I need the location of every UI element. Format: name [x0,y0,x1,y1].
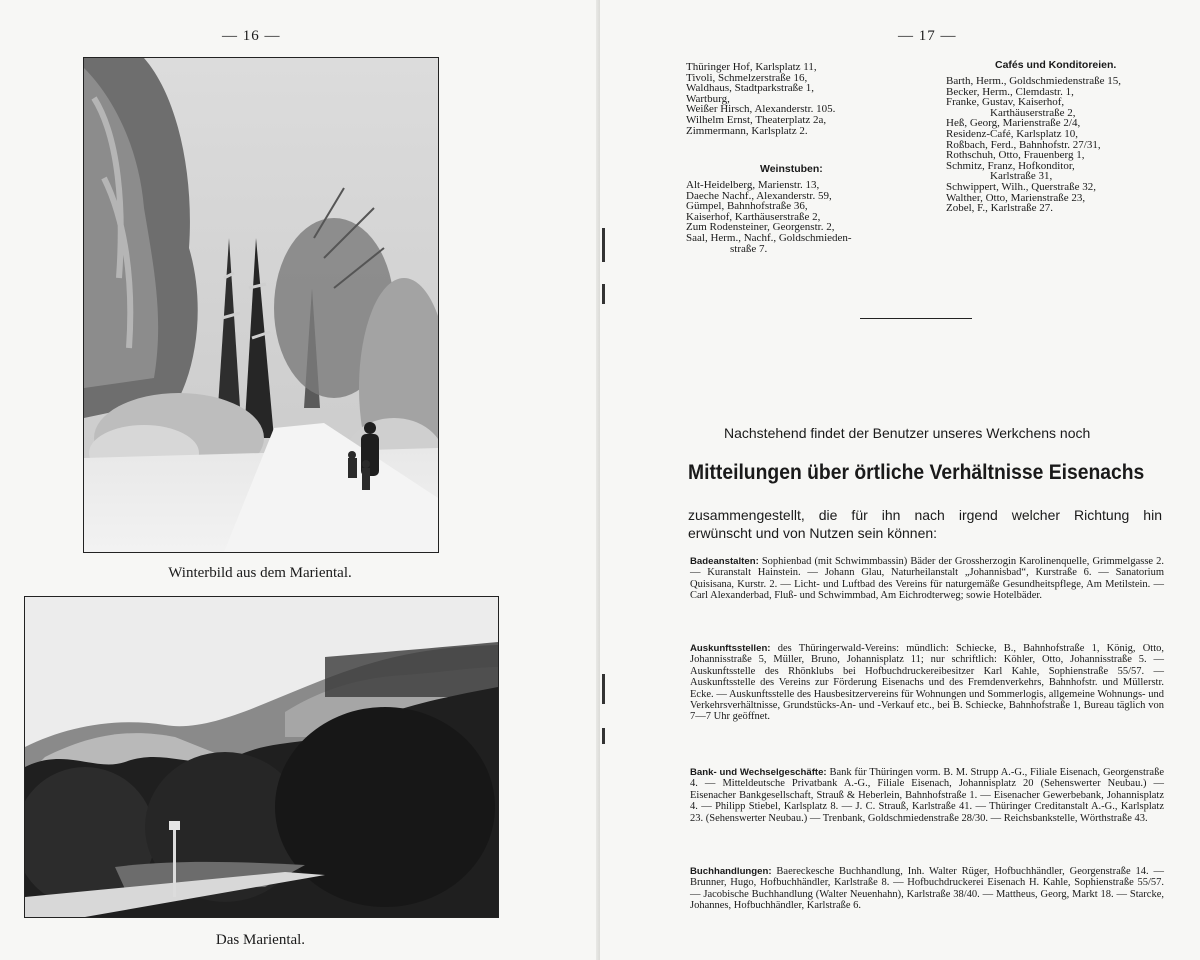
section-title: Mitteilungen über örtliche Verhältnisse Eisenachs [688,461,1145,484]
list-item: Gümpel, Bahnhofstraße 36, [686,200,808,213]
page-number-left: — 16 — [222,28,281,44]
cafe-heading: Cafés und Konditoreien. [995,59,1117,71]
mariental-photo [24,596,499,918]
list-item: Zobel, F., Karlstraße 27. [946,202,1053,215]
section-bank [690,767,1164,824]
section-divider [860,318,972,319]
continuation-line-2: erwünscht und von Nutzen sein können: [688,525,938,541]
list-item: Residenz-Café, Karlsplatz 10, [946,127,1078,140]
list-item: Alt-Heidelberg, Marienstr. 13, [686,179,820,191]
list-item: Schmitz, Franz, Hofkonditor, [946,159,1075,172]
list-item: Daeche Nachf., Alexanderstr. 59, [686,189,832,202]
section-text: Bank für Thüringen vorm. B. M. Strupp A.-G., Filiale Eisenach, Georgenstraße 4. — Mitteldeutsche Privatbank A.-G., Filiale Eisenach, Johannisplatz 20 (Sehenswerter Neubau.) — Eisenacher Bankgesellschaft, Strauß & Heberlein, Bahnhofstraße 1. — Eisenacher Gewerbebank, Johannisplatz 4. — Philipp Stiebel, Karlsplatz 8. — J. C. Strauß, Karlstraße 41. — Thüringer Creditanstalt A.-G., Karlsplatz 23. (Sehenswerter Neubau.) — Trenbank, Goldschmiedenstraße 28/30. — Reichsbankstelle, Wörthstraße 43. [690,767,1165,824]
list-item: Zum Rodensteiner, Georgenstr. 2, [686,221,835,234]
wine-heading: Weinstuben: [760,163,823,175]
right-page [600,0,1200,960]
list-item: Schwippert, Wilh., Querstraße 32, [946,180,1096,193]
intro-line: Nachstehend findet der Benutzer unseres Werkchens noch [724,425,1091,441]
caption-winter: Winterbild aus dem Mariental. [168,565,352,581]
list-item: Kaiserhof, Karthäuserstraße 2, [686,210,821,223]
hotel-list [686,62,936,136]
section-heading: Bank- und Wechselgeschäfte: [690,767,827,778]
margin-mark [602,674,605,704]
list-item: Rothschuh, Otto, Frauenberg 1, [946,149,1085,162]
mariental-scene-image [25,597,498,917]
margin-mark [602,228,605,262]
continuation-line-1: zusammengestellt, die für ihn nach irgend welcher Richtung hin [688,507,1162,523]
cafe-list [946,76,1186,214]
section-auskunftsstellen [690,643,1164,723]
list-item: Becker, Herm., Clemdastr. 1, [946,85,1074,98]
list-item: Walther, Otto, Marienstraße 23, [946,191,1086,204]
list-item: Roßbach, Ferd., Bahnhofstr. 27/31, [946,138,1101,151]
section-text: des Thüringerwald-Vereins: mündlich: Schiecke, B., Bahnhofstraße 1, König, Otto, Johannisstraße 5, Müller, Bruno, Johannisplatz 11; nur schriftlich: Köhler, Otto, Johannisstraße 5. — Auskunftsstelle des Rhönklubs bei Hofbuchdruckereibesitzer Karl Kahle, Sophienstraße 55/57. — Auskunftsstelle des Vereins zur Förderung Eisenachs und des Fremdenverkehrs, Bahnhofstr. und Müllerstr. Ecke. — Auskunftsstelle des Hausbesitzervereins für Wohnungen und Sommerlogis, allgemeine Wohnungs- und Verkehrsverhältnisse, Grundstücks-An- und -Verkauf etc., bei B. Schiecke, Bahnhofstraße 1, Bureau täglich von 7—7 Uhr geöffnet. [690,643,1164,723]
intro-continuation [688,506,1162,542]
list-item: Barth, Herm., Goldschmiedenstraße 15, [946,75,1122,87]
list-item: Thüringer Hof, Karlsplatz 11, [686,61,817,73]
winter-photo [83,57,439,553]
section-text: Sophienbad (mit Schwimmbassin) Bäder der Grossherzogin Karolinenquelle, Grimmelgasse 2. — Kuranstalt Hainstein. — Johann Glau, Naturheilanstalt „Johannisbad“, Kurstraße 6. — Sanatorium Quisisana, Kurstr. 2. — Licht- und Luftbad des Vereins für naturgemäße Gesundheitspflege, Am Metilstein. — Carl Alexanderbad, Fluß- und Schwimmbad, Am Eichrodterweg; sowie Hotelbäder. [690,556,1165,602]
list-item: Waldhaus, Stadtparkstraße 1, [686,82,815,95]
winter-scene-image [84,58,438,552]
list-item: Wartburg, [686,92,730,105]
section-heading: Auskunftsstellen: [690,643,771,654]
list-item: Wilhelm Ernst, Theaterplatz 2a, [686,113,827,126]
page-number-right: — 17 — [898,28,957,44]
list-item: Tivoli, Schmelzerstraße 16, [686,71,808,84]
list-item: straße 7. [730,242,768,255]
caption-mariental: Das Mariental. [215,932,306,948]
section-badeanstalten [690,556,1164,602]
section-buchhandlungen [690,866,1164,912]
list-item: Saal, Herm., Nachf., Goldschmieden- [686,231,852,244]
wine-list [686,180,946,254]
list-item: Zimmermann, Karlsplatz 2. [686,124,808,137]
list-item: Franke, Gustav, Kaiserhof, [946,96,1065,109]
list-item: Karlstraße 31, [990,170,1053,183]
list-item: Heß, Georg, Marienstraße 2/4, [946,117,1081,130]
section-heading: Buchhandlungen: [690,866,772,877]
section-heading: Badeanstalten: [690,556,759,567]
margin-mark [602,728,605,744]
list-item: Karthäuserstraße 2, [990,106,1076,119]
section-text: Baereckesche Buchhandlung, Inh. Walter Rüger, Hofbuchhändler, Georgenstraße 14. — Brunner, Hugo, Hofbuchhändler, Karlstraße 8. — Hofbuchdruckerei Eisenach H. Kahle, Sophienstraße 55/57. — Jacobische Buchhandlung (Walter Neuenhahn), Karlstraße 38/40. — Mattheus, Georg, Markt 18. — Starcke, Johannes, Hofbuchhändler, Karlstraße 6. [690,866,1165,912]
list-item: Weißer Hirsch, Alexanderstr. 105. [686,103,836,116]
margin-mark [602,284,605,304]
